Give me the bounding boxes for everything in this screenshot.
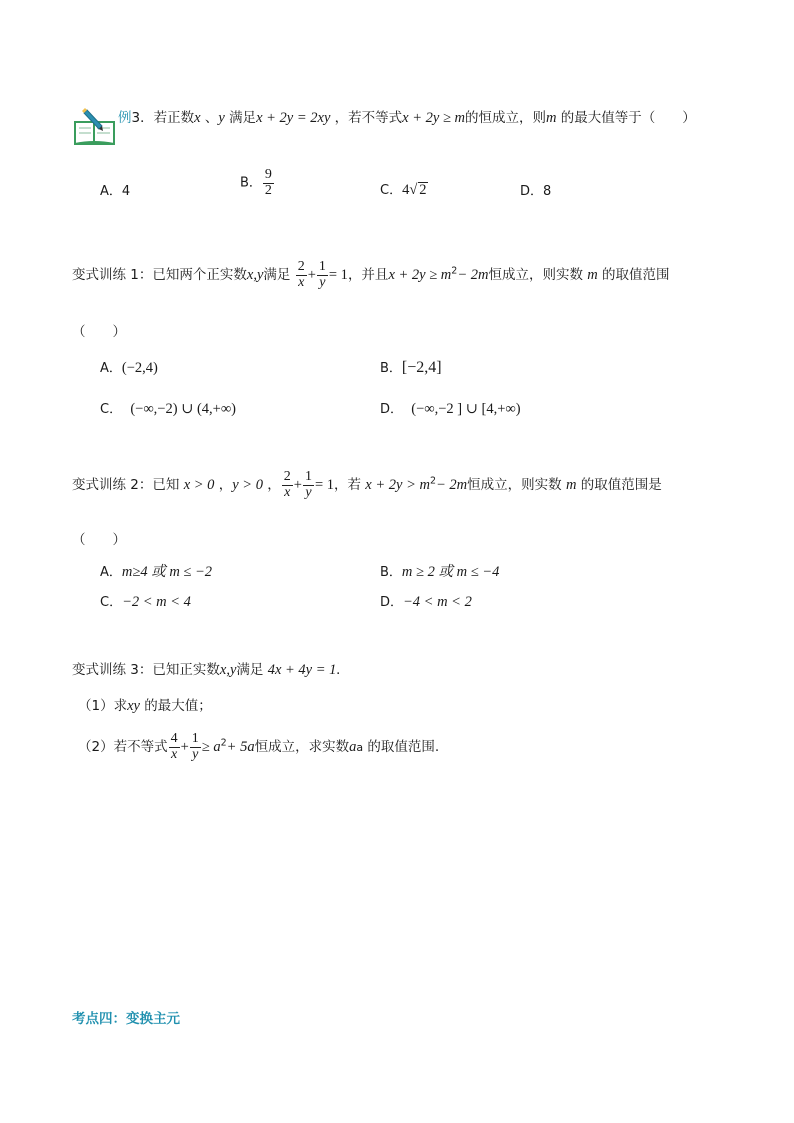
section-heading	[72, 1007, 180, 1027]
option-c	[380, 179, 428, 199]
exponent: 2	[220, 737, 227, 749]
inequality-right: + 5a	[226, 739, 255, 756]
v2-option-c	[100, 591, 191, 611]
option-a	[100, 180, 130, 199]
option-value: (−∞,−2 ] ∪ [4,+∞)	[411, 401, 521, 417]
radicand: 2	[419, 182, 427, 198]
plus-sign: +	[180, 739, 189, 756]
separator: 、	[204, 110, 219, 126]
var-m: m	[565, 477, 577, 494]
answer-paren: （ ）	[72, 532, 126, 548]
condition-x: x > 0	[183, 477, 215, 494]
fraction-numerator: 1	[304, 469, 312, 484]
fraction-denominator: x	[298, 274, 305, 290]
option-label: A．	[100, 565, 122, 580]
v2-option-d	[380, 591, 472, 611]
fraction-4-x	[169, 732, 180, 762]
option-b	[240, 168, 275, 198]
option-d	[520, 180, 551, 199]
variant-2-text-2: 恒成立，则实数	[467, 477, 562, 494]
variant-1-text-4: 的取值范围	[602, 267, 670, 284]
example-text-3: ，若不等式	[334, 110, 403, 126]
fraction-2-x	[282, 470, 293, 500]
fraction-numerator: 2	[297, 259, 305, 274]
fraction-numerator: 9	[264, 167, 272, 182]
condition-equation: 4x + 4y = 1	[267, 662, 337, 678]
fraction-denominator: x	[170, 746, 178, 762]
example-text-5: 的最大值等于（ ）	[560, 110, 696, 126]
fraction-1-y	[190, 732, 201, 762]
option-label: C．	[100, 595, 123, 610]
fraction-numerator: 1	[191, 731, 199, 746]
option-value: (−2,4)	[121, 360, 158, 376]
var-x: x	[194, 110, 201, 126]
plus-sign: +	[307, 267, 316, 284]
option-value: [−2,4]	[401, 359, 442, 376]
option-d-text: D．8	[520, 184, 552, 199]
var-xy: x,y	[219, 662, 237, 678]
var-xy: xy	[127, 698, 140, 714]
fraction-1-y	[303, 470, 314, 500]
variant-3-q1	[78, 694, 212, 715]
v1-option-c	[100, 398, 236, 418]
variant-3-text-1: 满足	[236, 662, 264, 678]
answer-paren: （ ）	[72, 324, 126, 340]
var-y: y	[218, 110, 225, 126]
variant-1-text-1: 满足	[263, 267, 291, 284]
inequality-left: x + 2y > m	[365, 477, 430, 494]
fraction-denominator: y	[192, 746, 199, 762]
q2-text: 恒成立，求实数	[254, 739, 350, 756]
variant-1-question	[72, 260, 670, 290]
option-label: B．	[380, 565, 402, 580]
option-c-label: C．	[380, 183, 403, 198]
example-number: 3	[131, 110, 141, 126]
example-text-1: ．若正数	[140, 110, 195, 126]
exponent: 2	[451, 265, 458, 277]
book-pencil-icon	[72, 106, 118, 148]
plus-sign: +	[293, 477, 302, 494]
option-a-text: A．4	[100, 184, 131, 199]
variant-2-prefix: 变式训练 2：已知	[72, 477, 180, 494]
fraction-1-y	[317, 260, 328, 290]
inequality-left: x + 2y ≥ m	[388, 267, 452, 284]
example-text-4: 的恒成立，则	[465, 110, 547, 126]
inequality-right: − 2m	[457, 267, 489, 284]
v1-option-a	[100, 357, 158, 377]
variant-1-text-3: 恒成立，则实数	[488, 267, 583, 284]
v1-option-b	[380, 357, 442, 377]
var-m: m	[546, 110, 557, 126]
variant-1-paren	[72, 320, 126, 340]
var-m: m	[587, 267, 598, 284]
comma: ，	[218, 477, 233, 494]
example-label: 例	[118, 110, 132, 126]
q1-rest: 的最大值；	[144, 698, 212, 714]
equals-one: = 1	[314, 477, 334, 494]
fraction-numerator: 2	[283, 469, 291, 484]
comma: ，	[267, 477, 281, 494]
inequality-right: − 2m	[436, 477, 468, 494]
variant-2-question	[72, 470, 662, 500]
fraction-denominator: y	[305, 484, 312, 500]
q1-label: （1）求	[78, 698, 128, 714]
fraction-denominator: x	[284, 484, 291, 500]
variant-2-paren	[72, 528, 126, 548]
q2-end: 的取值范围.	[367, 739, 440, 756]
var-a-subscript: a	[356, 741, 364, 755]
option-c-coefficient: 4	[402, 182, 410, 198]
section-title: 考点四：变换主元	[72, 1011, 180, 1027]
var-a: a	[349, 739, 357, 756]
option-value: (−∞,−2) ∪ (4,+∞)	[130, 401, 237, 417]
fraction-denominator: y	[319, 274, 326, 290]
example-text-2: 满足	[229, 110, 257, 126]
variant-3-question	[72, 658, 340, 679]
option-value: −2 < m < 4	[122, 594, 191, 610]
option-value: m ≥ 2 或 m ≤ −4	[401, 564, 500, 580]
equals-one: = 1	[328, 267, 348, 284]
inequality: x + 2y ≥ m	[402, 110, 466, 126]
fraction-numerator: 4	[170, 731, 178, 746]
fraction-numerator: 1	[318, 259, 326, 274]
sqrt-sign: √	[409, 182, 418, 198]
example-3-question	[118, 106, 696, 127]
variant-1-prefix: 变式训练 1：已知两个正实数	[72, 267, 247, 284]
fraction-denominator: 2	[264, 182, 272, 198]
variant-3-q2	[78, 732, 439, 762]
var-xy: x,y	[246, 267, 264, 284]
option-label: A．	[100, 361, 122, 376]
variant-2-text-1: ，若	[334, 477, 361, 494]
condition-y: y > 0	[232, 477, 263, 494]
condition-equation: x + 2y = 2xy	[256, 110, 331, 126]
variant-1-text-2: ，并且	[347, 267, 389, 284]
option-value: m≥4 或 m ≤ −2	[121, 564, 213, 580]
q2-label: （2）若不等式	[78, 739, 168, 756]
option-label: D．	[380, 595, 404, 610]
variant-2-text-3: 的取值范围是	[580, 477, 662, 494]
option-label: C．	[100, 402, 123, 417]
variant-3-prefix: 变式训练 3：已知正实数	[72, 662, 220, 678]
option-label: D．	[380, 402, 404, 417]
exponent: 2	[429, 475, 437, 487]
inequality: ≥ a	[201, 739, 221, 756]
fraction-9-2	[263, 168, 274, 198]
v1-option-d	[380, 398, 521, 418]
option-value: −4 < m < 2	[403, 594, 472, 610]
fraction-2-x	[296, 260, 307, 290]
period: .	[336, 662, 341, 678]
option-b-label: B．	[240, 175, 262, 191]
v2-option-a	[100, 560, 212, 581]
option-label: B．	[380, 361, 402, 376]
v2-option-b	[380, 560, 499, 581]
